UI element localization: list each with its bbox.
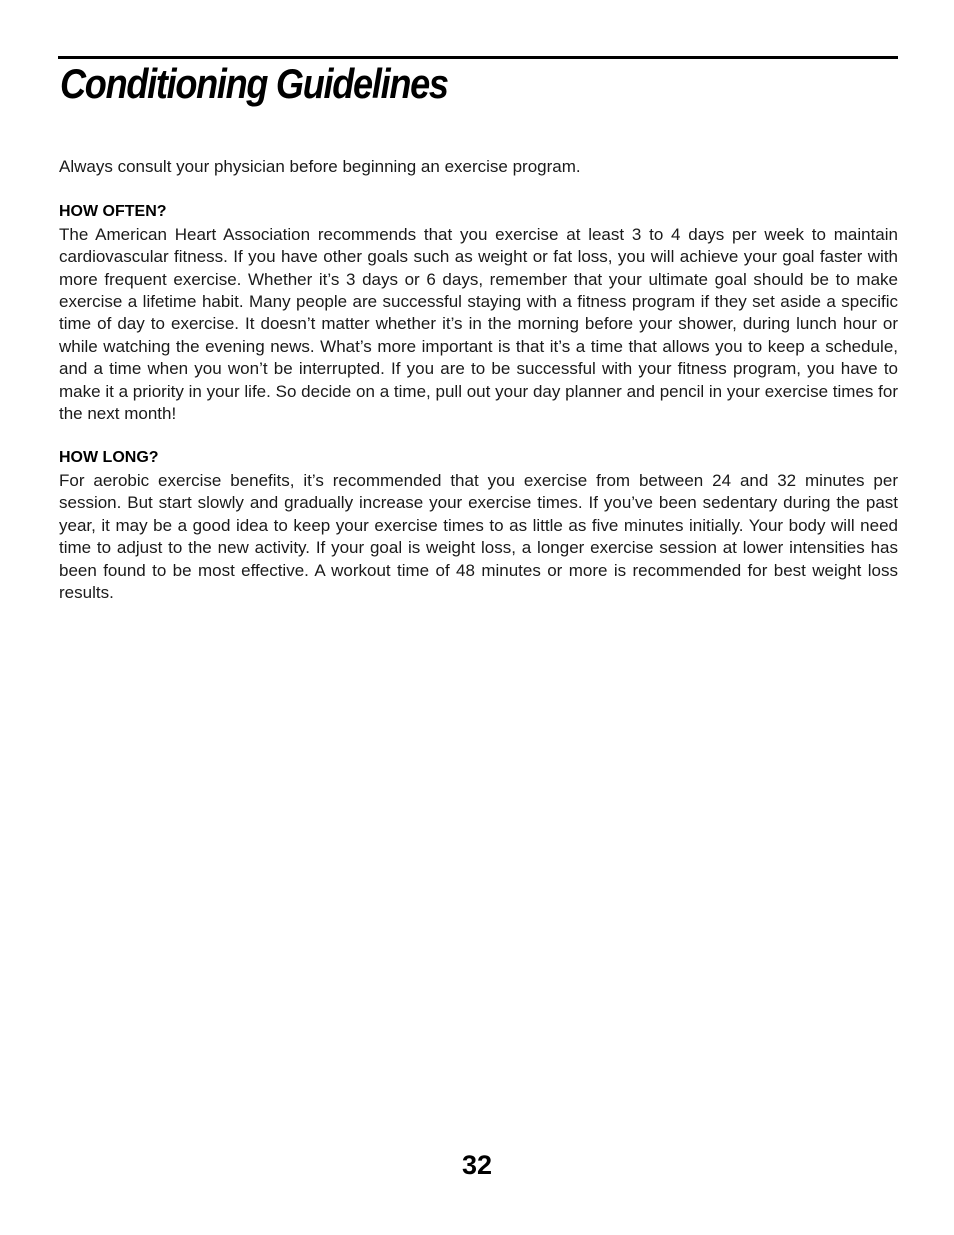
- page-title: Conditioning Guidelines: [60, 60, 448, 107]
- section-body-how-long: For aerobic exercise benefits, it’s recommended that you exercise from between 24 and 32 minutes per session. But start slowly and gradually increase your exercise times. If you’ve been sedentary during the past year, it may be a good idea to keep your exercise times to as little as five minutes initially. Your body will need time to adjust to the new activity. If your goal is weight loss, a longer exercise session at lower intensities has been found to be most effective. A workout time of 48 minutes or more is recommended for best weight loss results.: [59, 470, 898, 602]
- page-content: [59, 156, 898, 626]
- section-heading-how-often: HOW OFTEN?: [59, 203, 167, 221]
- section-how-long: [59, 447, 898, 604]
- page-number: 32: [461, 1150, 493, 1180]
- section-body-how-often: The American Heart Association recommends that you exercise at least 3 to 4 days per week to maintain cardiovascular fitness. If you have other goals such as weight or fat loss, you will achieve your goal faster with more frequent exercise. Whether it’s 3 days or 6 days, remember that your ultimate goal should be to make exercise a lifetime habit. Many people are successful staying with a fitness program if they set aside a specific time of day to exercise. It doesn’t matter whether it’s in the morning before your shower, during lunch hour or while watching the evening news. What’s more important is that it’s a time that allows you to keep a schedule, and a time when you won’t be interrupted. If you are to be successful with your fitness program, you have to make it a priority in your life. So decide on a time, pull out your day planner and pencil in your exercise times for the next month!: [59, 224, 898, 424]
- title-rule: [58, 56, 898, 59]
- intro-paragraph: Always consult your physician before beginning an exercise program.: [59, 157, 581, 176]
- section-heading-how-long: HOW LONG?: [59, 449, 159, 467]
- section-how-often: [59, 201, 898, 425]
